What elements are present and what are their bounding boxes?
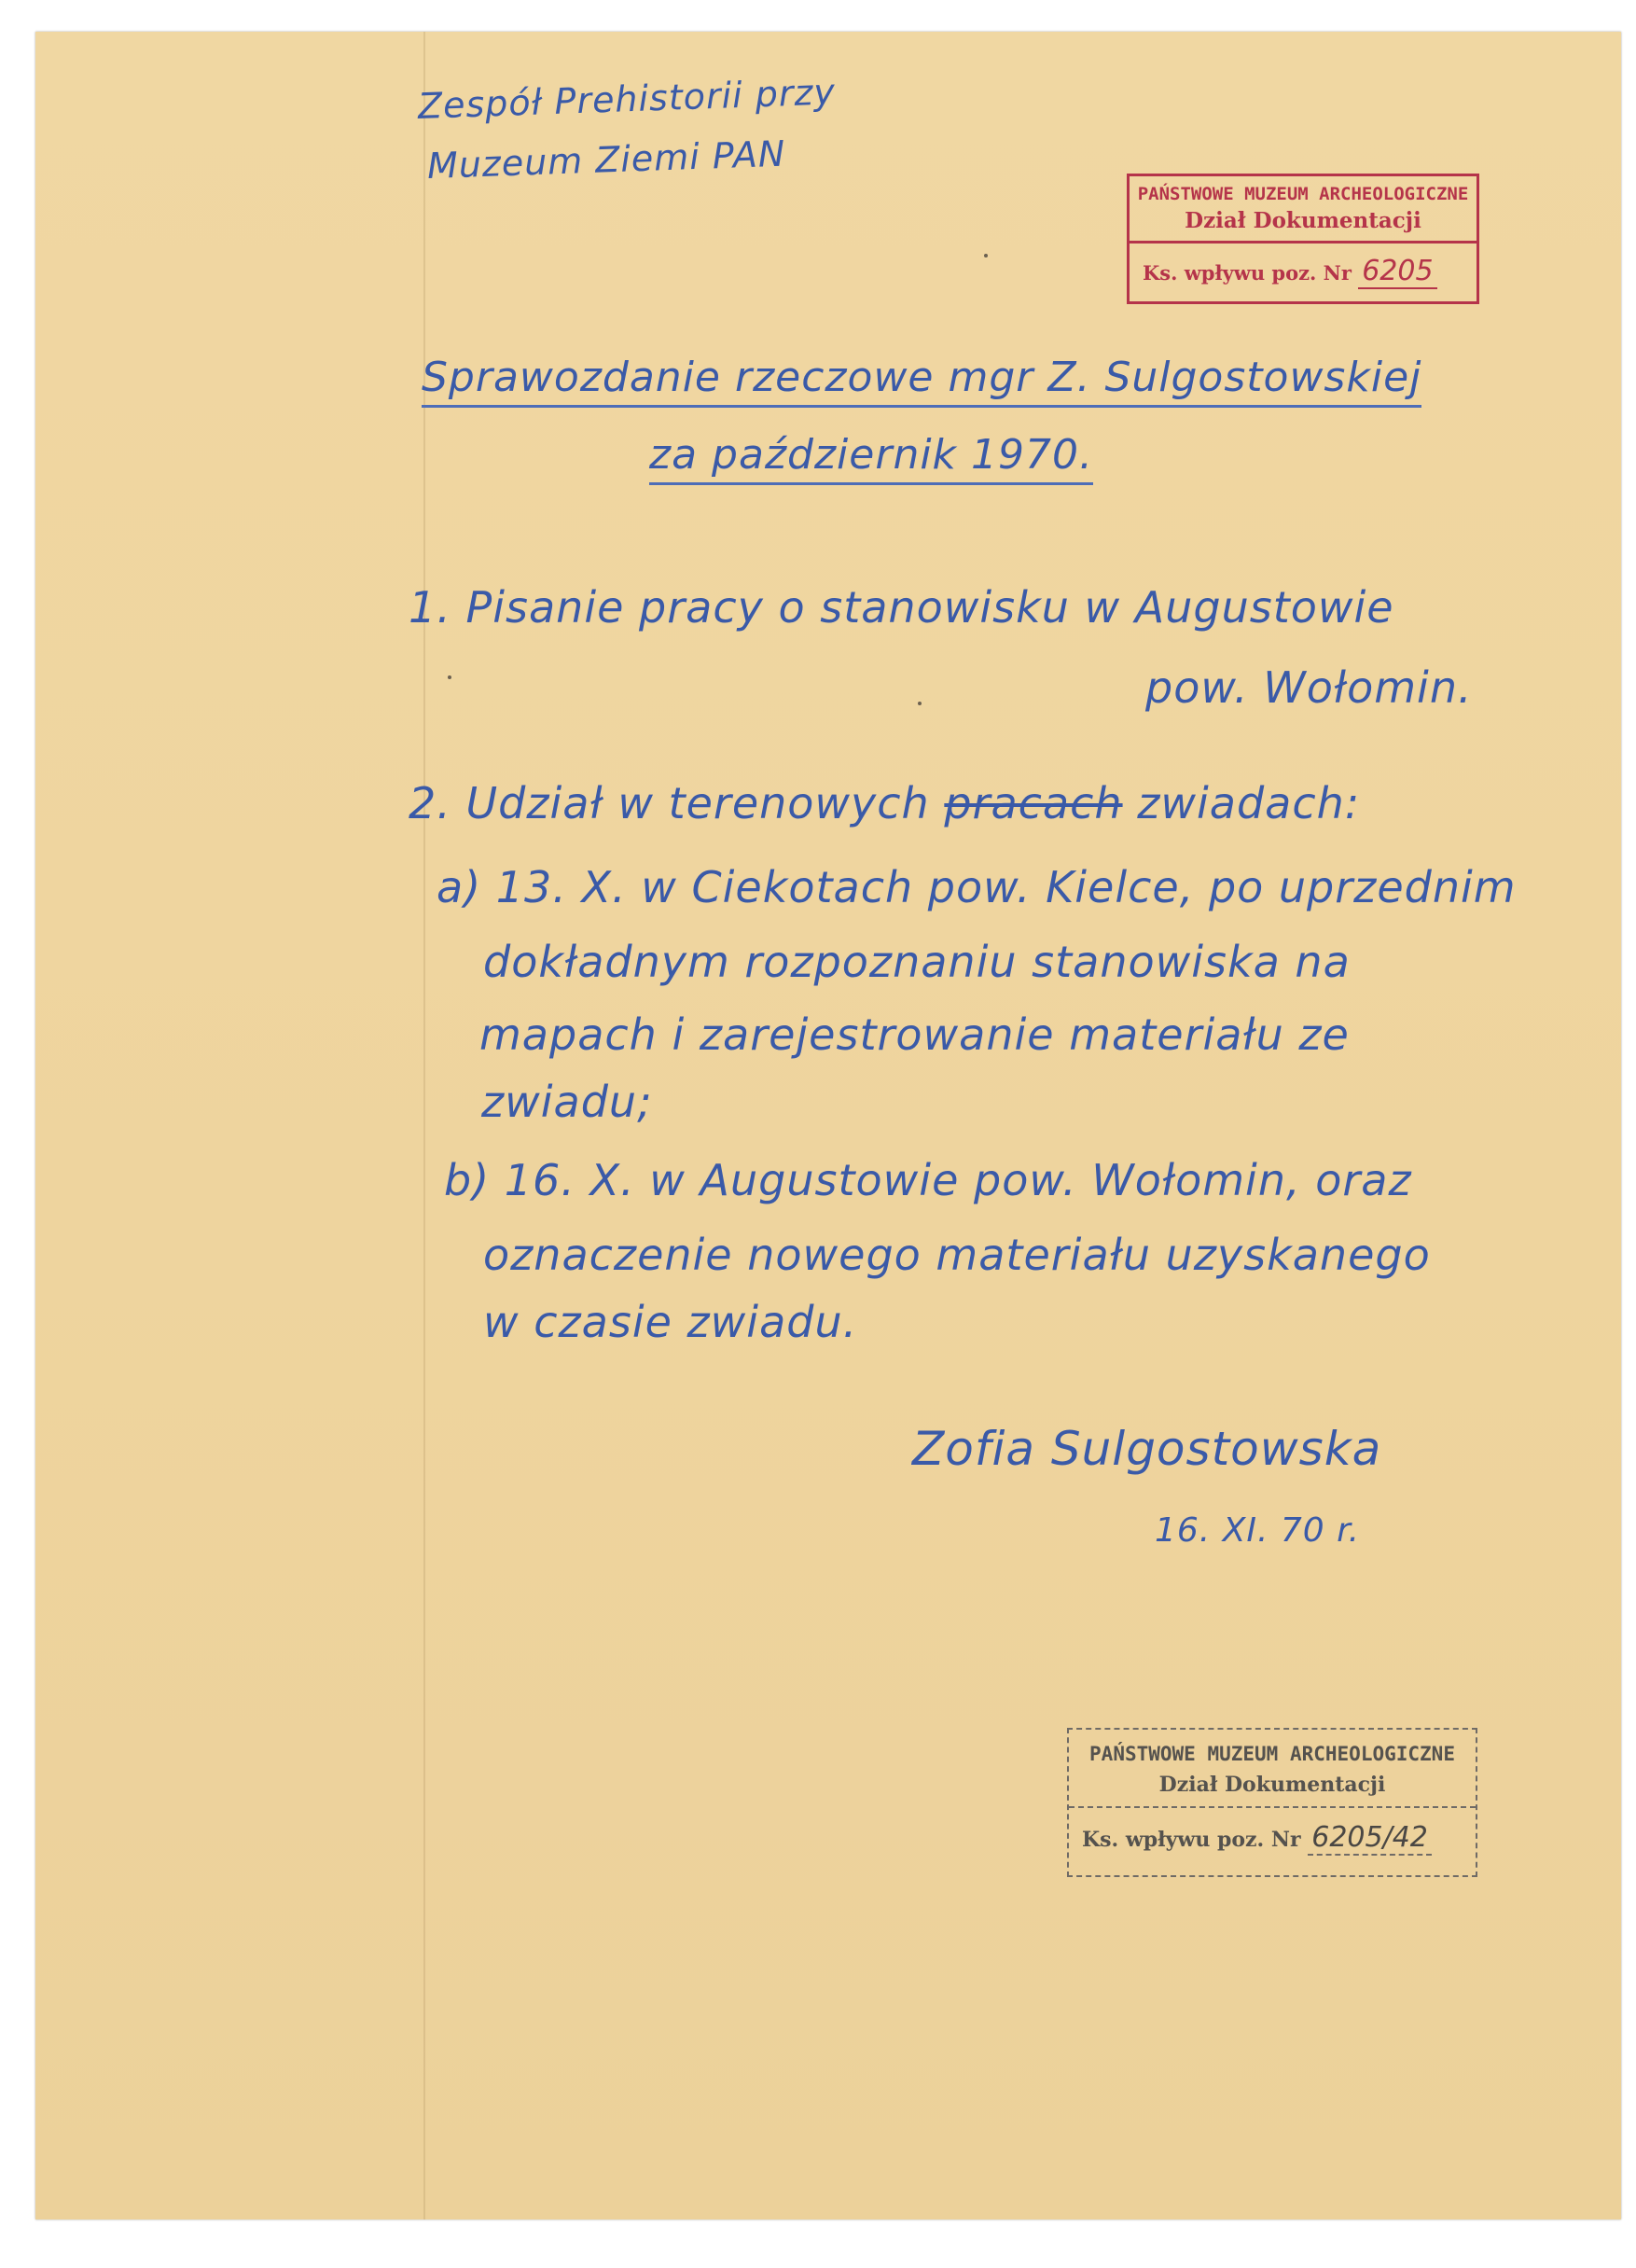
item-2b-line-1: b) 16. X. w Augustowie pow. Wołomin, oraz (444, 1155, 1412, 1205)
paper-speck (448, 675, 451, 679)
stamp-bottom-label: Ks. wpływu poz. Nr (1082, 1828, 1301, 1852)
stamp-bottom-number: 6205/42 (1308, 1821, 1432, 1856)
item-2-prefix: 2. Udział w terenowych (409, 778, 930, 828)
item-2a-line-1: a) 13. X. w Ciekotach pow. Kielce, po uprzednim (437, 862, 1517, 912)
header-line-1: Zespół Prehistorii przy (417, 71, 837, 127)
stamp-top-label: Ks. wpływu poz. Nr (1143, 261, 1352, 285)
item-2a-line-3: mapach i zarejestrowanie materiału ze (479, 1009, 1350, 1060)
item-2b-line-2: oznaczenie nowego materiału uzyskanego (483, 1230, 1431, 1280)
stamp-top-institution: PAŃSTWOWE MUZEUM ARCHEOLOGICZNE (1137, 184, 1469, 204)
document-page (35, 32, 1621, 2219)
stamp-bottom-department: Dział Dokumentacji (1069, 1765, 1476, 1808)
header-line-2: Muzeum Ziemi PAN (426, 132, 786, 187)
item-2-suffix: zwiadach: (1137, 778, 1361, 828)
item-2-struck-word: pracach (944, 778, 1123, 828)
stamp-bottom-institution: PAŃSTWOWE MUZEUM ARCHEOLOGICZNE (1089, 1743, 1455, 1765)
item-1-line-2: pow. Wołomin. (1145, 662, 1473, 713)
item-2a-line-2: dokładnym rozpoznaniu stanowiska na (483, 937, 1351, 987)
report-title-line-2: za październik 1970. (649, 431, 1093, 485)
signature-date: 16. XI. 70 r. (1155, 1511, 1361, 1550)
stamp-top-number: 6205 (1358, 255, 1436, 289)
stamp-bottom-entry (1069, 1808, 1476, 1854)
paper-speck (984, 254, 988, 257)
item-1-line-1: 1. Pisanie pracy o stanowisku w Augustowie (409, 582, 1394, 633)
item-2a-line-4: zwiadu; (481, 1077, 653, 1127)
registry-stamp-bottom (1067, 1728, 1477, 1877)
stamp-top-department: Dział Dokumentacji (1130, 204, 1477, 243)
report-title-line-1: Sprawozdanie rzeczowe mgr Z. Sulgostowskiej (422, 354, 1421, 408)
stamp-top-entry (1130, 243, 1477, 287)
item-2b-line-3: w czasie zwiadu. (483, 1297, 858, 1347)
item-2-heading (409, 778, 1360, 828)
registry-stamp-top (1127, 174, 1479, 304)
signature: Zofia Sulgostowska (912, 1422, 1382, 1476)
paper-speck (918, 702, 922, 705)
